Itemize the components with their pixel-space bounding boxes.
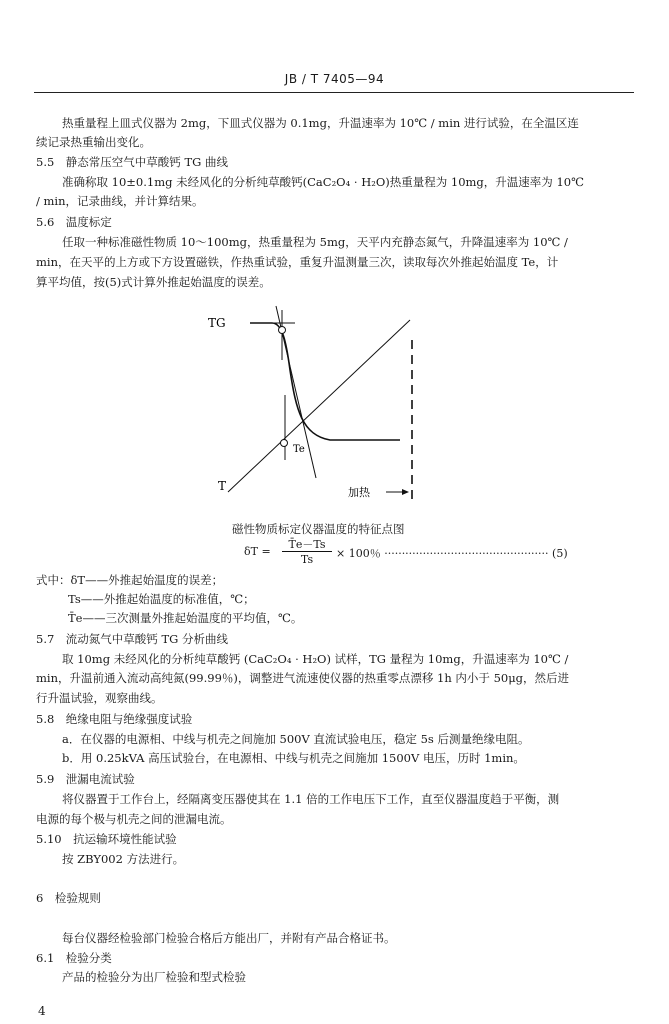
paragraph-line: 热重量程上皿式仪器为 2mg，下皿式仪器为 0.1mg，升温速率为 10℃ / min 进行试验，在全温区连 <box>62 116 579 130</box>
formula-rhs: × 100％ ··············································· (5) <box>336 547 568 560</box>
paragraph-line: 取 10mg 未经风化的分析纯草酸钙 (CaC₂O₄ · H₂O) 试样，TG 量程为 10mg，升温速率为 10℃ / <box>62 652 569 666</box>
paragraph-line: 产品的检验分为出厂检验和型式检验 <box>62 970 246 984</box>
page-number: 4 <box>38 1004 46 1018</box>
formula-numerator: T̄e－Ts <box>288 538 326 551</box>
header-rule <box>34 92 634 93</box>
tg-axis-label: TG <box>208 316 226 330</box>
where-line: 式中：δT——外推起始温度的误差； <box>36 573 224 587</box>
temperature-line <box>228 320 410 492</box>
paragraph-line: 将仪器置于工作台上，经隔离变压器使其在 1.1 倍的工作电压下工作，直至仪器温度趋于平衡，测 <box>62 792 560 806</box>
paragraph-line: 任取一种标准磁性物质 10～100mg，热重量程为 5mg，天平内充静态氮气，升降温速率为 10℃ / <box>62 235 568 249</box>
section-6-1-title: 6.1 检验分类 <box>36 951 112 965</box>
where-line: Ts——外推起始温度的标准值，℃； <box>68 592 255 606</box>
paragraph-line: 行升温试验，观察曲线。 <box>36 691 163 705</box>
heating-label: 加热 <box>348 486 370 499</box>
section-5-10-title: 5.10 抗运输环境性能试验 <box>36 832 177 846</box>
page-header: JB / T 7405—94 <box>284 72 385 86</box>
figure-caption: 磁性物质标定仪器温度的特征点图 <box>232 522 405 536</box>
paragraph-line: 续记录热重输出变化。 <box>36 135 151 149</box>
tg-calibration-figure <box>190 300 450 515</box>
section-5-8-title: 5.8 绝缘电阻与绝缘强度试验 <box>36 712 193 726</box>
paragraph-line: min，升温前通入流动高纯氮(99.99％)，调整进气流速使仪器的热重零点漂移 1h 内小于 50μg，然后进 <box>36 671 570 685</box>
formula-denominator: Ts <box>300 553 314 566</box>
section-5-6-title: 5.6 温度标定 <box>36 215 112 229</box>
onset-circle-te <box>281 440 288 447</box>
paragraph-line: b．用 0.25kVA 高压试验台，在电源相、中线与机壳之间施加 1500V 电压，历时 1min。 <box>62 751 525 765</box>
paragraph-line: 每台仪器经检验部门检验合格后方能出厂，并附有产品合格证书。 <box>62 931 396 945</box>
paragraph-line: a．在仪器的电源相、中线与机壳之间施加 500V 直流试验电压，稳定 5s 后测量绝缘电阻。 <box>62 732 530 746</box>
paragraph-line: / min，记录曲线，并计算结果。 <box>36 194 204 208</box>
paragraph-line: 算平均值，按(5)式计算外推起始温度的误差。 <box>36 275 271 289</box>
section-5-9-title: 5.9 泄漏电流试验 <box>36 772 135 786</box>
paragraph-line: 按 ZBY002 方法进行。 <box>62 852 185 866</box>
section-6-title: 6 检验规则 <box>36 891 101 905</box>
section-5-5-title: 5.5 静态常压空气中草酸钙 TG 曲线 <box>36 155 228 169</box>
paragraph-line: 电源的每个极与机壳之间的泄漏电流。 <box>36 812 232 826</box>
tg-curve <box>250 323 400 440</box>
paragraph-line: 准确称取 10±0.1mg 未经风化的分析纯草酸钙(CaC₂O₄ · H₂O)热重量程为 10mg，升温速率为 10℃ <box>62 175 584 189</box>
section-5-7-title: 5.7 流动氮气中草酸钙 TG 分析曲线 <box>36 632 228 646</box>
fraction-bar <box>282 551 332 552</box>
te-point-label: Te <box>293 444 305 455</box>
t-axis-label: T <box>218 479 227 493</box>
where-line: T̄e——三次测量外推起始温度的平均值，℃。 <box>68 611 303 625</box>
formula-lhs: δT = <box>244 545 271 558</box>
paragraph-line: min，在天平的上方或下方设置磁铁，作热重试验，重复升温测量三次，读取每次外推起始温度 Te，计 <box>36 255 559 269</box>
onset-circle-top <box>279 327 286 334</box>
